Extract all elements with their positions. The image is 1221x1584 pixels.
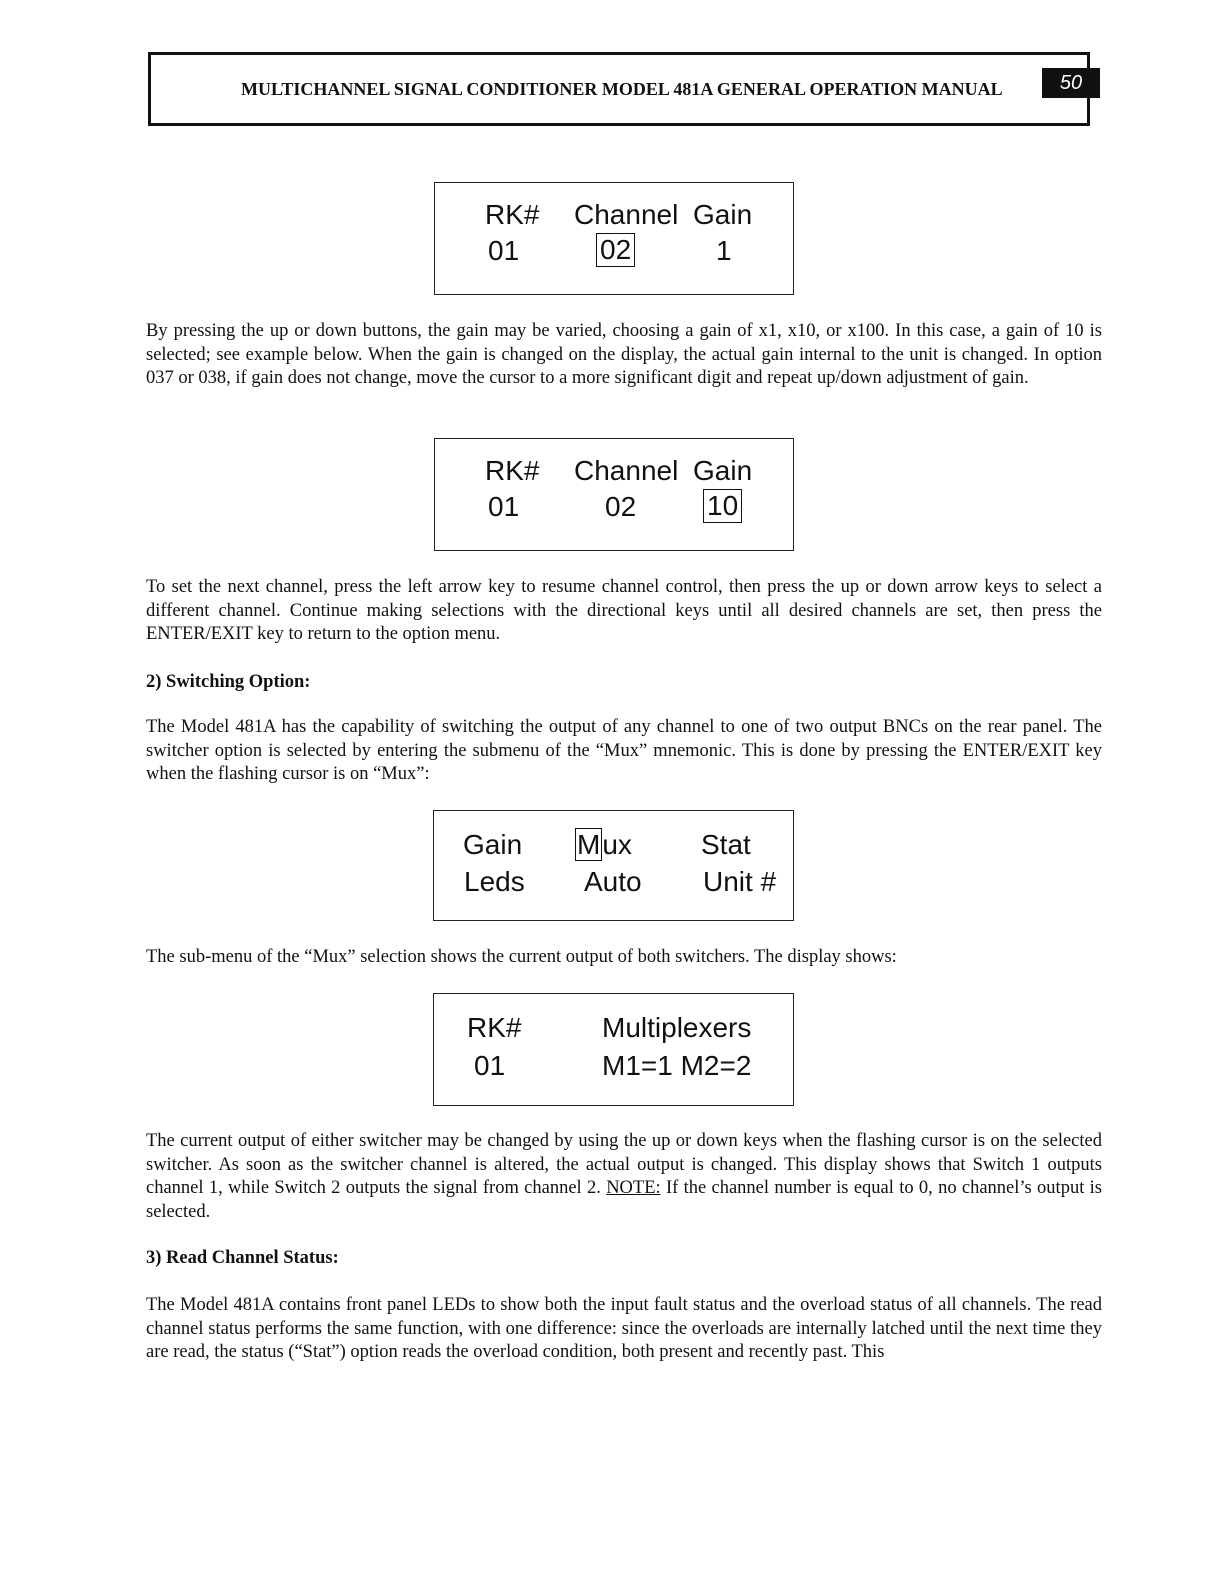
lcd-value-switchers: M1=1 M2=2 — [602, 1050, 752, 1081]
page-number-badge: 50 — [1042, 68, 1100, 98]
paragraph-gain-adjust: By pressing the up or down buttons, the gain may be varied, choosing a gain of x1, x10, or x100. In this case, a gain of 10 is selected; see example below. When the gain is changed on the display, the actual gain internal to the unit is changed. In option 037 or 038, if gain does not change, move the cursor to a more significant digit and repeat up/down adjustment of gain. — [146, 321, 1102, 388]
lcd-display-multiplexers — [433, 993, 794, 1106]
lcd-label-multiplexers: Multiplexers — [602, 1012, 752, 1043]
lcd-label-gain: Gain — [693, 455, 753, 486]
lcd-label-gain: Gain — [693, 199, 753, 230]
switcher-text-before: The current output of either switcher may be changed by using the up or down keys when the flashing cursor is on the selected switcher. As soon as the switcher channel is altered, the actual output is changed. This display shows that Switch 1 outputs channel 1, while Switch 2 outputs the signal from channel 2. — [146, 1131, 1102, 1198]
lcd-cursor-m: M — [577, 829, 601, 860]
lcd-menu-gain: Gain — [463, 829, 523, 860]
header-title: MULTICHANNEL SIGNAL CONDITIONER MODEL 481A GENERAL OPERATION MANUAL — [241, 79, 1003, 99]
lcd-menu-unit: Unit # — [703, 866, 777, 897]
note-label: NOTE: — [606, 1178, 661, 1198]
lcd-value-rk: 01 — [474, 1050, 506, 1081]
lcd-menu-mux-rest: ux — [602, 829, 632, 860]
lcd-display-channel-select — [434, 182, 794, 295]
heading-read-channel-status: 3) Read Channel Status: — [146, 1248, 339, 1268]
lcd-value-gain-cursor: 10 — [703, 489, 742, 523]
lcd-menu-leds: Leds — [464, 866, 525, 897]
paragraph-switcher-output — [146, 1130, 1102, 1224]
paragraph-next-channel: To set the next channel, press the left arrow key to resume channel control, then press the up or down arrow keys to select a different channel. Continue making selections with the directional keys until all desired channels are set, then press the ENTER/EXIT key to return to the option menu. — [146, 577, 1102, 644]
lcd-menu-auto: Auto — [584, 866, 642, 897]
lcd-value-rk: 01 — [488, 235, 520, 266]
lcd-value-channel-cursor: 02 — [596, 233, 635, 267]
lcd-label-channel: Channel — [574, 455, 679, 486]
lcd-label-rk: RK# — [485, 199, 540, 230]
paragraph-switching: The Model 481A has the capability of switching the output of any channel to one of two output BNCs on the rear panel. The switcher option is selected by entering the submenu of the “Mux” mnemonic. This is done by pressing the ENTER/EXIT key when the flashing cursor is on “Mux”: — [146, 717, 1102, 784]
lcd-menu-stat: Stat — [701, 829, 751, 860]
switcher-text-after: If the channel number is equal to 0, no channel’s output is selected. — [146, 1178, 1102, 1222]
heading-switching-option: 2) Switching Option: — [146, 672, 311, 692]
lcd-display-gain-select — [434, 438, 794, 551]
lcd-label-rk: RK# — [485, 455, 540, 486]
lcd-label-rk: RK# — [467, 1012, 522, 1043]
lcd-menu-mux — [575, 829, 632, 861]
paragraph-mux-submenu: The sub-menu of the “Mux” selection shows the current output of both switchers. The display shows: — [146, 947, 897, 967]
lcd-value-gain: 1 — [716, 235, 732, 266]
lcd-value-channel: 02 — [605, 491, 637, 522]
lcd-label-channel: Channel — [574, 199, 679, 230]
manual-header — [148, 52, 1090, 126]
lcd-value-rk: 01 — [488, 491, 520, 522]
paragraph-channel-status: The Model 481A contains front panel LEDs to show both the input fault status and the overload status of all channels. The read channel status performs the same function, with one difference: since the overloads are internally latched until the next time they are read, the status (“Stat”) option reads the overload condition, both present and recently past. This — [146, 1295, 1102, 1362]
lcd-display-option-menu — [433, 810, 794, 921]
